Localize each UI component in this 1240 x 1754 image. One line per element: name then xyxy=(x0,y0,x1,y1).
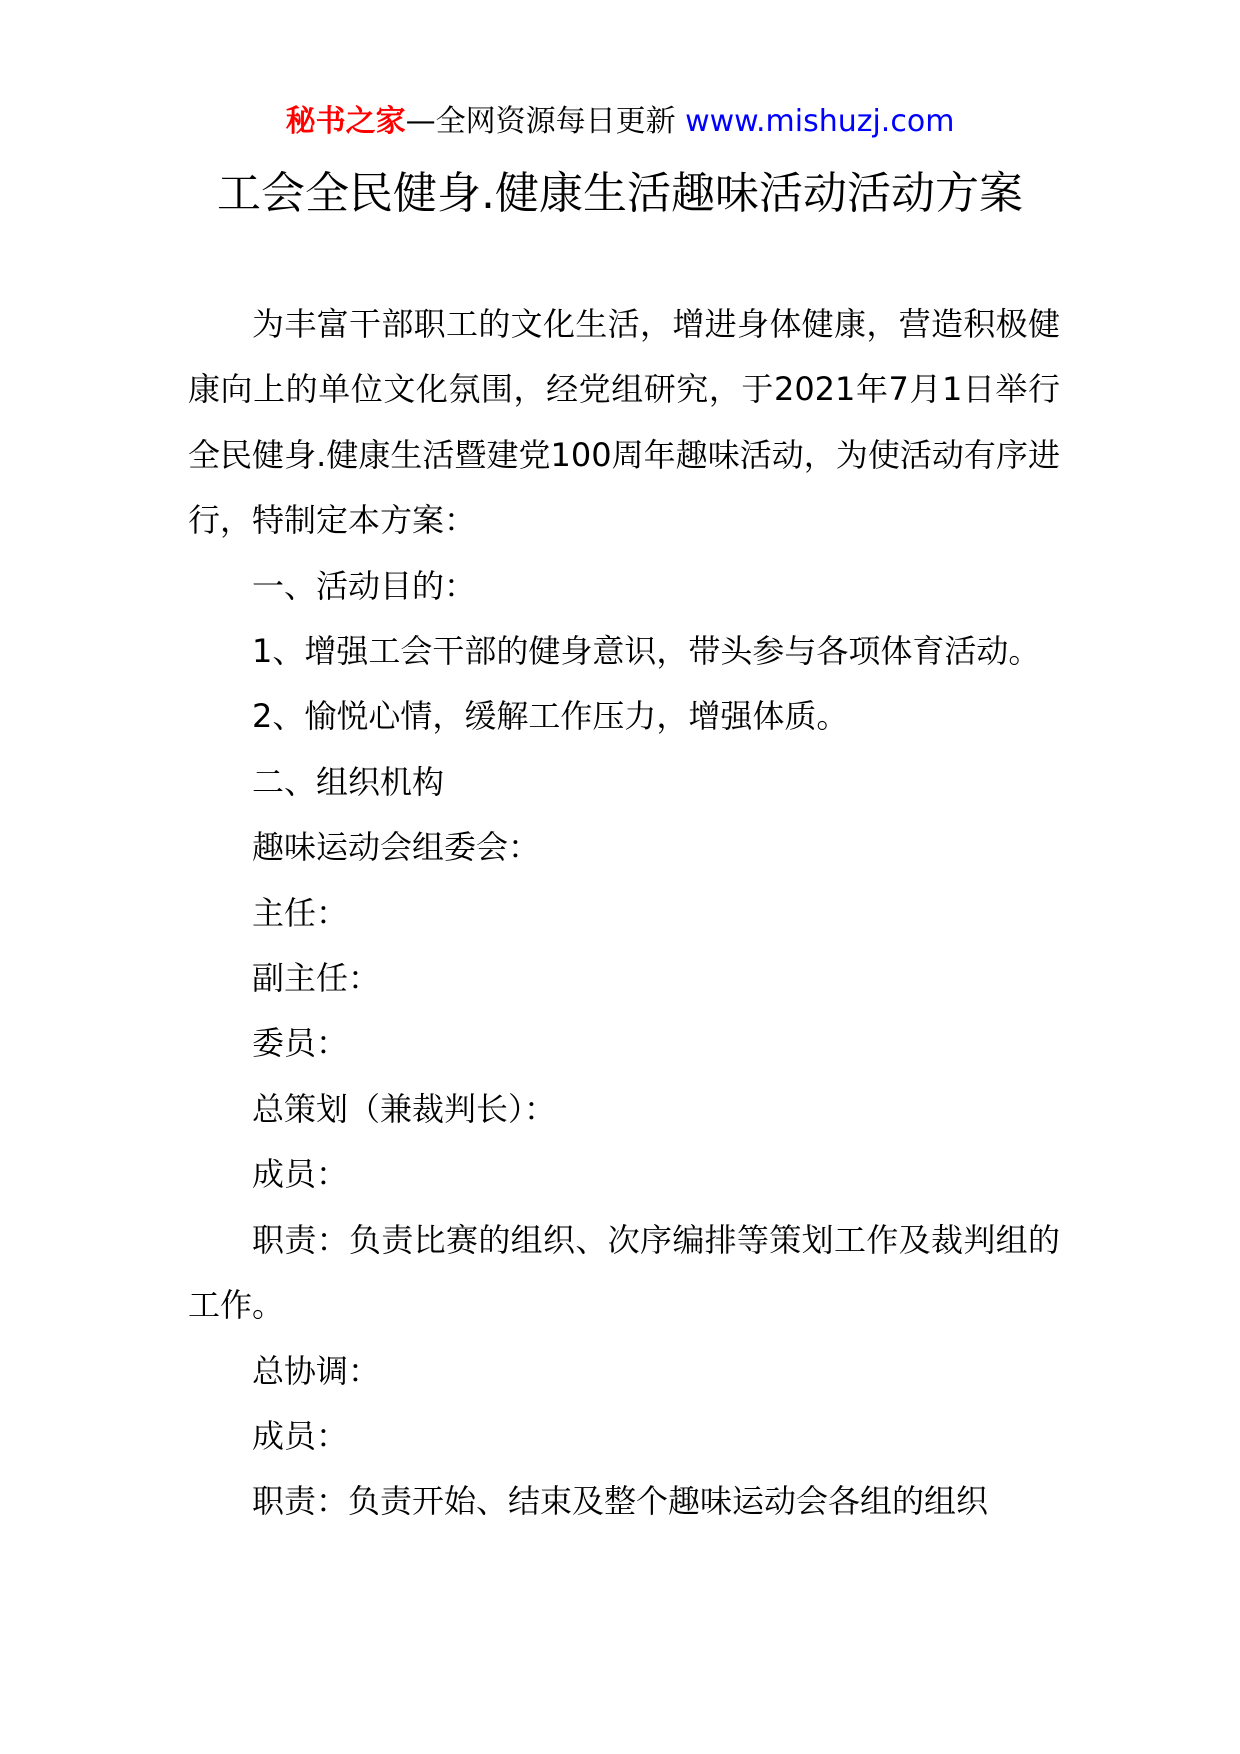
document-title: 工会全民健身.健康生活趣味活动活动方案 xyxy=(217,168,1023,219)
coordinator-members-label: 成员： xyxy=(252,1416,349,1455)
director-label: 主任： xyxy=(252,893,349,932)
section-heading-organization: 二、组织机构 xyxy=(252,762,445,801)
site-header xyxy=(0,100,1240,144)
purpose-item-2: 2、愉悦心情，缓解工作压力，增强体质。 xyxy=(252,697,849,736)
document-body xyxy=(188,292,1060,1535)
section-heading-purpose: 一、活动目的： xyxy=(252,566,477,605)
site-url-link[interactable]: www.mishuzj.com xyxy=(675,104,955,139)
chief-coordinator-label: 总协调： xyxy=(252,1351,381,1390)
planner-members-label: 成员： xyxy=(252,1155,349,1194)
purpose-item-1: 1、增强工会干部的健身意识，带头参与各项体育活动。 xyxy=(252,632,1041,671)
members-label: 委员： xyxy=(252,1024,349,1063)
committee-label: 趣味运动会组委会： xyxy=(252,828,541,867)
coordinator-duties: 职责：负责开始、结束及整个趣味运动会各组的组织 xyxy=(252,1482,989,1521)
planner-duties: 职责：负责比赛的组织、次序编排等策划工作及裁判组的工作。 xyxy=(188,1220,1060,1325)
brand-name: 秘书之家 xyxy=(285,104,406,139)
intro-paragraph: 为丰富干部职工的文化生活，增进身体健康，营造积极健康向上的单位文化氛围，经党组研究，于2021年7月1日举行全民健身.健康生活暨建党100周年趣味活动，为使活动有序进行，特制定本方案： xyxy=(188,305,1060,540)
deputy-director-label: 副主任： xyxy=(252,959,381,998)
chief-planner-label: 总策划（兼裁判长）： xyxy=(252,1089,557,1128)
header-tagline: —全网资源每日更新 xyxy=(405,104,676,139)
